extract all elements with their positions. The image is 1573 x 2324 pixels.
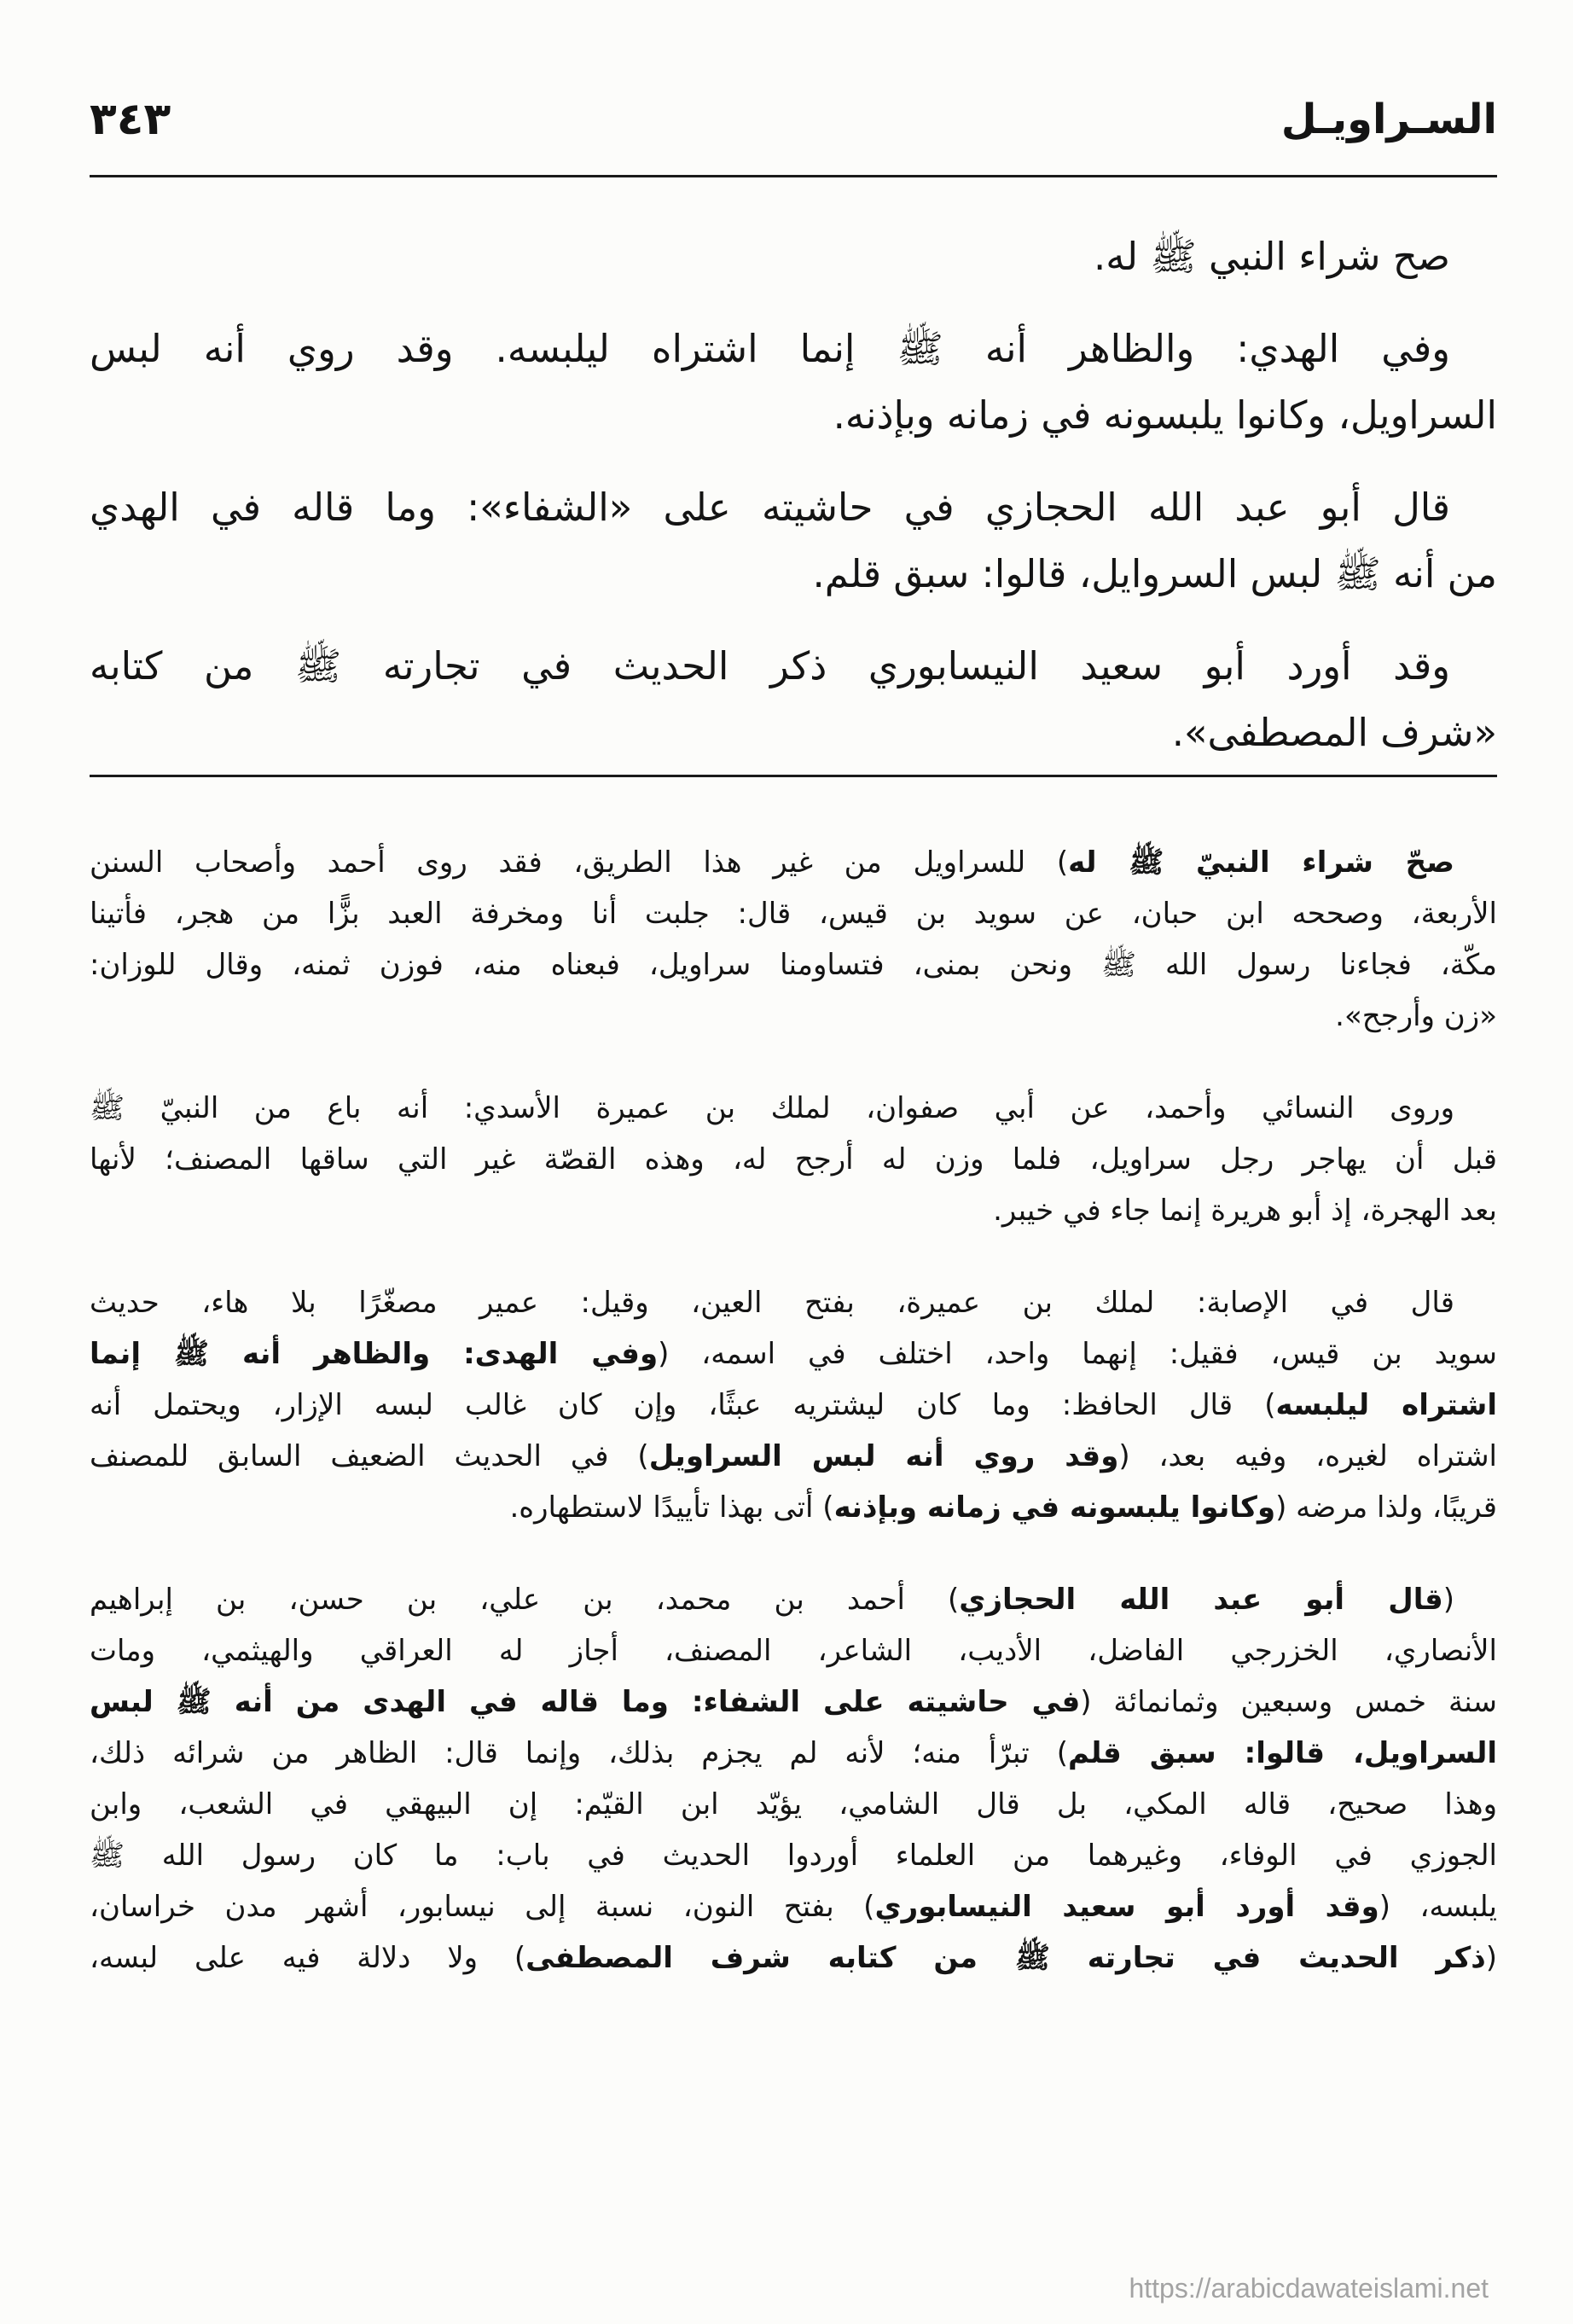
matn-text: «شرف المصطفى». (1171, 710, 1497, 755)
commentary-line (90, 1083, 1497, 1134)
commentary-line (90, 1277, 1497, 1328)
commentary-text: ) للسراويل من غير هذا الطريق، فقد روى أحمد وأصحاب السنن (90, 845, 1069, 880)
commentary (90, 837, 1497, 1984)
page-number: ٣٤٣ (90, 94, 171, 145)
commentary-line (90, 1881, 1497, 1932)
commentary-line (90, 1932, 1497, 1984)
matn-text: وفي الهدي: والظاهر أنه ﷺ إنما اشتراه ليلبسه. وقد روي أنه لبس (90, 326, 1450, 371)
commentary-text: قال في الإصابة: لملك بن عميرة، بفتح العين، وقيل: عمير مصغّرًا بلا هاء، حديث (90, 1286, 1454, 1320)
commentary-line (90, 1830, 1497, 1881)
matn-text: صح شراء النبي ﷺ له. (1093, 234, 1450, 279)
quoted-matn-text: قال أبو عبد الله الحجازي (959, 1583, 1443, 1617)
commentary-paragraph (90, 837, 1497, 1042)
matn-paragraph (90, 224, 1497, 290)
commentary-line (90, 1779, 1497, 1830)
quoted-matn-text: وقد روي أنه لبس السراويل (648, 1439, 1119, 1473)
matn-line (90, 224, 1497, 290)
commentary-text: «زن وأرجح». (1335, 999, 1497, 1033)
commentary-line (90, 1482, 1497, 1533)
commentary-line (90, 1431, 1497, 1482)
matn-text: من أنه ﷺ لبس السروايل، قالوا: سبق قلم. (812, 551, 1497, 596)
matn-paragraph (90, 316, 1497, 449)
commentary-paragraph (90, 1574, 1497, 1984)
running-header (90, 85, 1497, 154)
commentary-text: ) ولا دلالة فيه على لبسه، (90, 1941, 526, 1975)
quoted-matn-text: السراويل، قالوا: سبق قلم (1067, 1736, 1497, 1770)
matn-line (90, 382, 1497, 449)
quoted-matn-text: وفي الهدى: والظاهر أنه ﷺ إنما (90, 1337, 659, 1371)
commentary-line (90, 1574, 1497, 1625)
main-text (90, 224, 1497, 766)
matn-text: السراويل، وكانوا يلبسونه في زمانه وبإذنه. (833, 392, 1497, 438)
commentary-line (90, 1380, 1497, 1431)
matn-line (90, 700, 1497, 766)
header-rule (90, 175, 1497, 177)
quoted-matn-text: صحّ شراء النبيّ ﷺ له (1068, 845, 1454, 880)
commentary-text: ) قال الحافظ: وما كان ليشتريه عبثًا، وإن كان غالب لبسه الإزار، ويحتمل أنه (90, 1388, 1276, 1422)
matn-line (90, 474, 1497, 541)
quoted-matn-text: في حاشيته على الشفاء: وما قاله في الهدى من أنه ﷺ لبس (90, 1685, 1081, 1719)
commentary-text: ) بفتح النون، نسبة إلى نيسابور، أشهر مدن خراسان، (90, 1890, 875, 1924)
commentary-text: الأربعة، وصححه ابن حبان، عن سويد بن قيس، قال: جلبت أنا ومخرفة العبد بزًّا من هجر، فأتينا (90, 897, 1497, 931)
commentary-line (90, 1676, 1497, 1728)
commentary-line (90, 888, 1497, 939)
commentary-line (90, 991, 1497, 1042)
commentary-paragraph (90, 1277, 1497, 1533)
quoted-matn-text: وكانوا يلبسونه في زمانه وبإذنه (833, 1490, 1276, 1525)
commentary-text: سنة خمس وسبعين وثمانمائة ( (1080, 1685, 1497, 1719)
chapter-title: السـراويـل (1280, 96, 1497, 143)
matn-line (90, 316, 1497, 382)
commentary-text: ) أتى بهذا تأييدًا لاستطهاره. (509, 1490, 834, 1525)
commentary-line (90, 1328, 1497, 1380)
matn-line (90, 541, 1497, 607)
matn-paragraph (90, 474, 1497, 607)
matn-line (90, 633, 1497, 700)
commentary-text: ) أحمد بن محمد، بن علي، بن حسن، بن إبراهيم (90, 1583, 960, 1617)
quoted-matn-text: اشتراه ليلبسه (1275, 1388, 1497, 1422)
commentary-text: قبل أن يهاجر رجل سراويل، فلما وزن له أرجح له، وهذه القصّة غير التي ساقها المصنف؛ لأنها (90, 1142, 1497, 1177)
commentary-text: الأنصاري، الخزرجي الفاضل، الأديب، الشاعر، المصنف، أجاز له العراقي والهيثمي، ومات (90, 1634, 1497, 1668)
commentary-line (90, 1134, 1497, 1185)
commentary-text: ( (1442, 1583, 1454, 1617)
commentary-text: سويد بن قيس، فقيل: إنهما واحد، اختلف في اسمه، ( (658, 1337, 1497, 1371)
section-divider (90, 775, 1497, 777)
matn-text: وقد أورد أبو سعيد النيسابوري ذكر الحديث في تجارته ﷺ من كتابه (90, 643, 1450, 688)
commentary-text: قريبًا، ولذا مرضه ( (1275, 1490, 1497, 1525)
watermark-url: https://arabicdawateislami.net (1129, 2273, 1489, 2304)
commentary-text: ) في الحديث الضعيف السابق للمصنف (90, 1439, 649, 1473)
commentary-text: ) تبرّأ منه؛ لأنه لم يجزم بذلك، وإنما قال: الظاهر من شرائه ذلك، (90, 1736, 1068, 1770)
matn-paragraph (90, 633, 1497, 766)
commentary-line (90, 1185, 1497, 1236)
commentary-text: الجوزي في الوفاء، وغيرهما من العلماء أوردوا الحديث في باب: ما كان رسول الله ﷺ (90, 1839, 1497, 1873)
commentary-text: مكّة، فجاءنا رسول الله ﷺ ونحن بمنى، فتساومنا سراويل، فبعناه منه، فوزن ثمنه، وقال للوزان: (90, 948, 1497, 982)
quoted-matn-text: ذكر الحديث في تجارته ﷺ من كتابه شرف المصطفى (525, 1941, 1486, 1975)
quoted-matn-text: وقد أورد أبو سعيد النيسابوري (874, 1890, 1379, 1924)
commentary-text: وهذا صحيح، قاله المكي، بل قال الشامي، يؤيّد ابن القيّم: إن البيهقي في الشعب، وابن (90, 1787, 1497, 1821)
commentary-text: اشتراه لغيره، وفيه بعد، ( (1118, 1439, 1497, 1473)
commentary-line (90, 1625, 1497, 1676)
commentary-line (90, 939, 1497, 991)
commentary-text: يلبسه، ( (1379, 1890, 1497, 1924)
commentary-line (90, 1728, 1497, 1779)
commentary-line (90, 837, 1497, 888)
commentary-text: ( (1485, 1941, 1497, 1975)
commentary-paragraph (90, 1083, 1497, 1236)
commentary-text: وروى النسائي وأحمد، عن أبي صفوان، لملك بن عميرة الأسدي: أنه باع من النبيّ ﷺ (90, 1091, 1454, 1125)
commentary-text: بعد الهجرة، إذ أبو هريرة إنما جاء في خيبر. (993, 1194, 1497, 1228)
matn-text: قال أبو عبد الله الحجازي في حاشيته على «الشفاء»: وما قاله في الهدي (90, 485, 1450, 530)
